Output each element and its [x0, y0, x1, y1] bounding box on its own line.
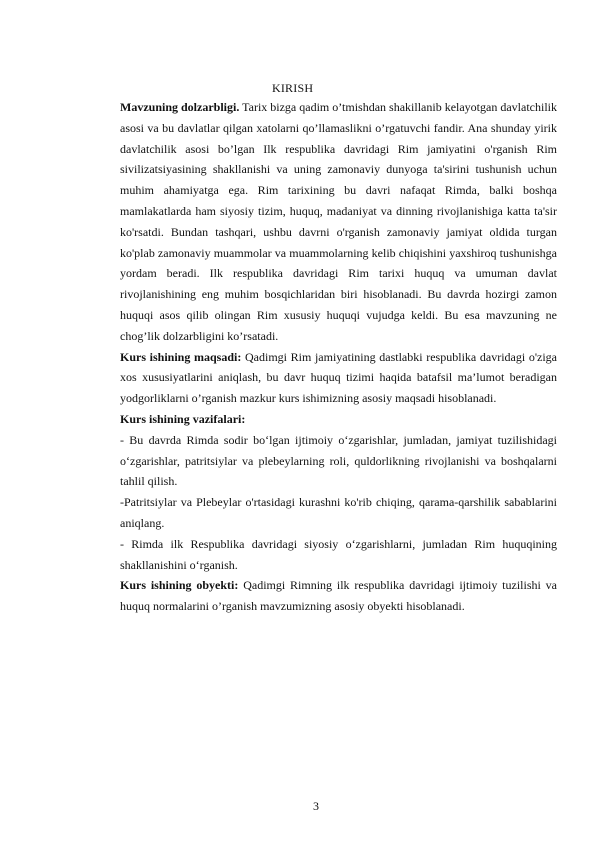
task-1-text: - Bu davrda Rimda sodir bo‘lgan ijtimoiy o‘zgarishlar, jumladan, jamiyat tuzilishidagi o‘zgarishlar, patritsiylar va plebeylarning roli, quldorlikning rivojlanishi va boshqalarni tahlil qilish.: [120, 432, 557, 489]
relevance-lead: Mavzuning dolzarbligi.: [120, 100, 240, 114]
tasks-lead: Kurs ishining vazifalari:: [120, 411, 246, 426]
task-3-text: - Rimda ilk Respublika davridagi siyosiy o‘zgarishlarni, jumladan Rim huquqining shakllanishini o‘rganish.: [120, 536, 557, 572]
paragraph-tasks-heading: [120, 409, 557, 430]
goal-text: Qadimgi Rim jamiyatining dastlabki respublika davridagi o'ziga xos xususiyatlarini aniqlash, bu davr huquq tizimi haqida batafsil ma’lumot beradigan yodgorliklarni o’rganish mazkur kurs ishimizning asosiy maqsadi hisoblanadi.: [120, 349, 557, 406]
relevance-text: Tarix bizga qadim o’tmishdan shakillanib kelayotgan davlatchilik asosi va bu davlatlar qilgan xatolarni qo’llamaslikni o’rgatuvchi fandir. Ana shunday yirik davlatchilik asosi bo’lgan Ilk respublika davridagi Rim jamiyatini o'rganish Rim sivilizatsiyasining shakllanishi va uning zamonaviy dunyoga ta'sirini tushunish uchun muhim ahamiyatga ega. Rim tarixining bu davri nafaqat Rimda, balki boshqa mamlakatlarda ham siyosiy tizim, huquq, madaniyat va dinning rivojlanishiga katta ta'sir ko'rsatdi. Bundan tashqari, ushbu davrni o'rganish zamonaviy jamiyat oldida turgan ko'plab zamonaviy muammolar va muammolarning kelib chiqishini yaxshiroq tushunishga yordam beradi. Ilk respublika davridagi Rim tarixi huquq va umuman davlat rivojlanishining eng muhim bosqichlaridan biri hisoblanadi. Bu davrda hozirgi zamon huquqi asos qilib olingan Rim xususiy huquqi vujudga keldi. Bu esa mavzuning ne chog’lik dolzarbligini ko’rsatadi.: [120, 100, 557, 343]
goal-lead: Kurs ishining maqsadi:: [120, 349, 242, 364]
page-number: 3: [313, 799, 319, 813]
paragraph-task-1: [0, 430, 557, 492]
paragraph-task-2: [0, 492, 557, 534]
body-text: [120, 97, 557, 617]
object-lead: Kurs ishining obyekti:: [120, 578, 239, 593]
paragraph-task-3: [0, 534, 557, 576]
paragraph-object: [0, 575, 557, 617]
section-heading: KIRISH: [272, 81, 314, 95]
paragraph-relevance: [0, 97, 557, 347]
object-text: Qadimgi Rimning ilk respublika davridagi ijtimoiy tuzilishi va huquq normalarini o’rganish mavzumizning asosiy obyekti hisoblanadi.: [120, 578, 558, 614]
paragraph-goal: [0, 347, 557, 409]
task-2-text: -Patritsiylar va Plebeylar o'rtasidagi kurashni ko'rib chiqing, qarama-qarshilik sabablarini aniqlang.: [120, 495, 557, 530]
